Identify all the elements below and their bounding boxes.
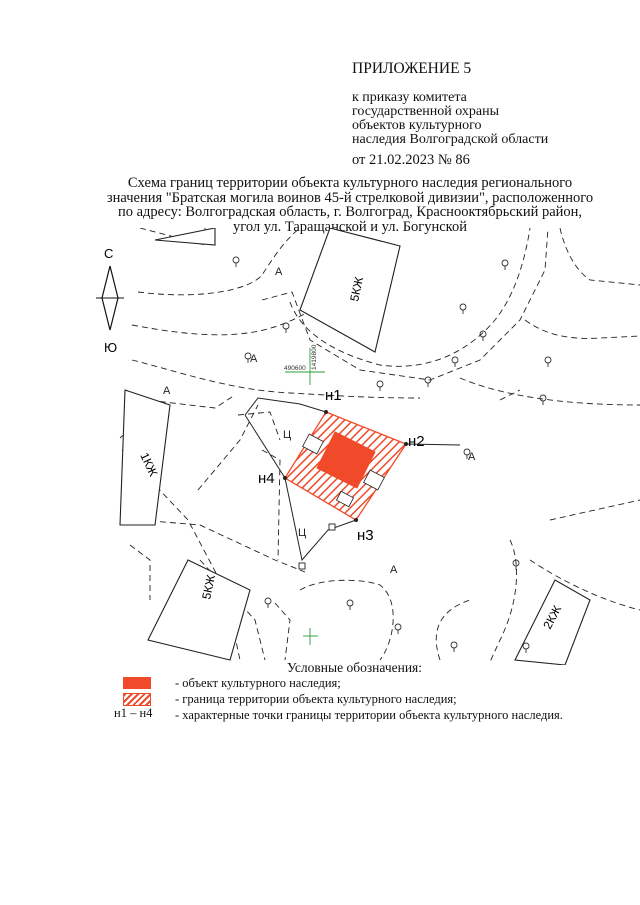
compass-icon: [96, 266, 124, 330]
zone-label-c1: Ц: [283, 429, 292, 441]
point-label-n1: н1: [325, 387, 342, 404]
legend-item-object: - объект культурного наследия;: [175, 676, 341, 690]
point-label-n4: н4: [258, 470, 275, 487]
compass-north: С: [104, 246, 114, 261]
appendix-line-1: к приказу комитета: [352, 90, 467, 105]
title-line-2: значения "Братская могила воинов 45-й стрелковой дивизии", расположенного: [106, 189, 594, 206]
appendix-title: ПРИЛОЖЕНИЕ 5: [352, 60, 472, 77]
grid-x-label: 490600: [284, 365, 306, 372]
zone-label-a3: А: [163, 385, 171, 397]
legend-points-symbol: н1 – н4: [114, 706, 153, 720]
appendix-line-3: объектов культурного: [352, 118, 482, 133]
title-line-1: Схема границ территории объекта культурного наследия регионального: [127, 175, 573, 191]
legend-boundary-swatch: [123, 693, 151, 706]
order-date: от 21.02.2023 № 86: [352, 152, 470, 168]
building-label-4: 2КЖ: [540, 602, 565, 632]
building-label-1: 5КЖ: [347, 275, 367, 303]
grid-y-label: 1419800: [311, 344, 318, 370]
legend-item-boundary: - граница территории объекта культурного наследия;: [175, 692, 457, 706]
appendix-line-2: государственной охраны: [352, 104, 500, 119]
legend-item-points: - характерные точки границы территории объекта культурного наследия.: [175, 708, 563, 722]
title-line-4: угол ул. Таращанской и ул. Богунской: [233, 218, 467, 235]
building-label-2: 1КЖ: [137, 450, 161, 479]
compass-south: Ю: [104, 340, 118, 355]
zone-label-c2: Ц: [298, 527, 307, 539]
building-label-3: 5КЖ: [199, 573, 219, 601]
title-line-3: по адресу: Волгоградская область, г. Волгоград, Краснооктябрьский район,: [117, 204, 583, 220]
zone-label-a5: А: [390, 564, 398, 576]
legend-title: Условные обозначения:: [287, 660, 423, 675]
zone-label-a4: А: [468, 451, 476, 463]
zone-label-a2: А: [250, 353, 258, 365]
site-map: [0, 218, 640, 667]
zone-label-a1: А: [275, 266, 283, 278]
appendix-line-4: наследия Волгоградской области: [352, 132, 549, 147]
point-label-n2: н2: [408, 433, 425, 450]
legend-object-swatch: [123, 677, 151, 689]
point-label-n3: н3: [357, 527, 374, 544]
